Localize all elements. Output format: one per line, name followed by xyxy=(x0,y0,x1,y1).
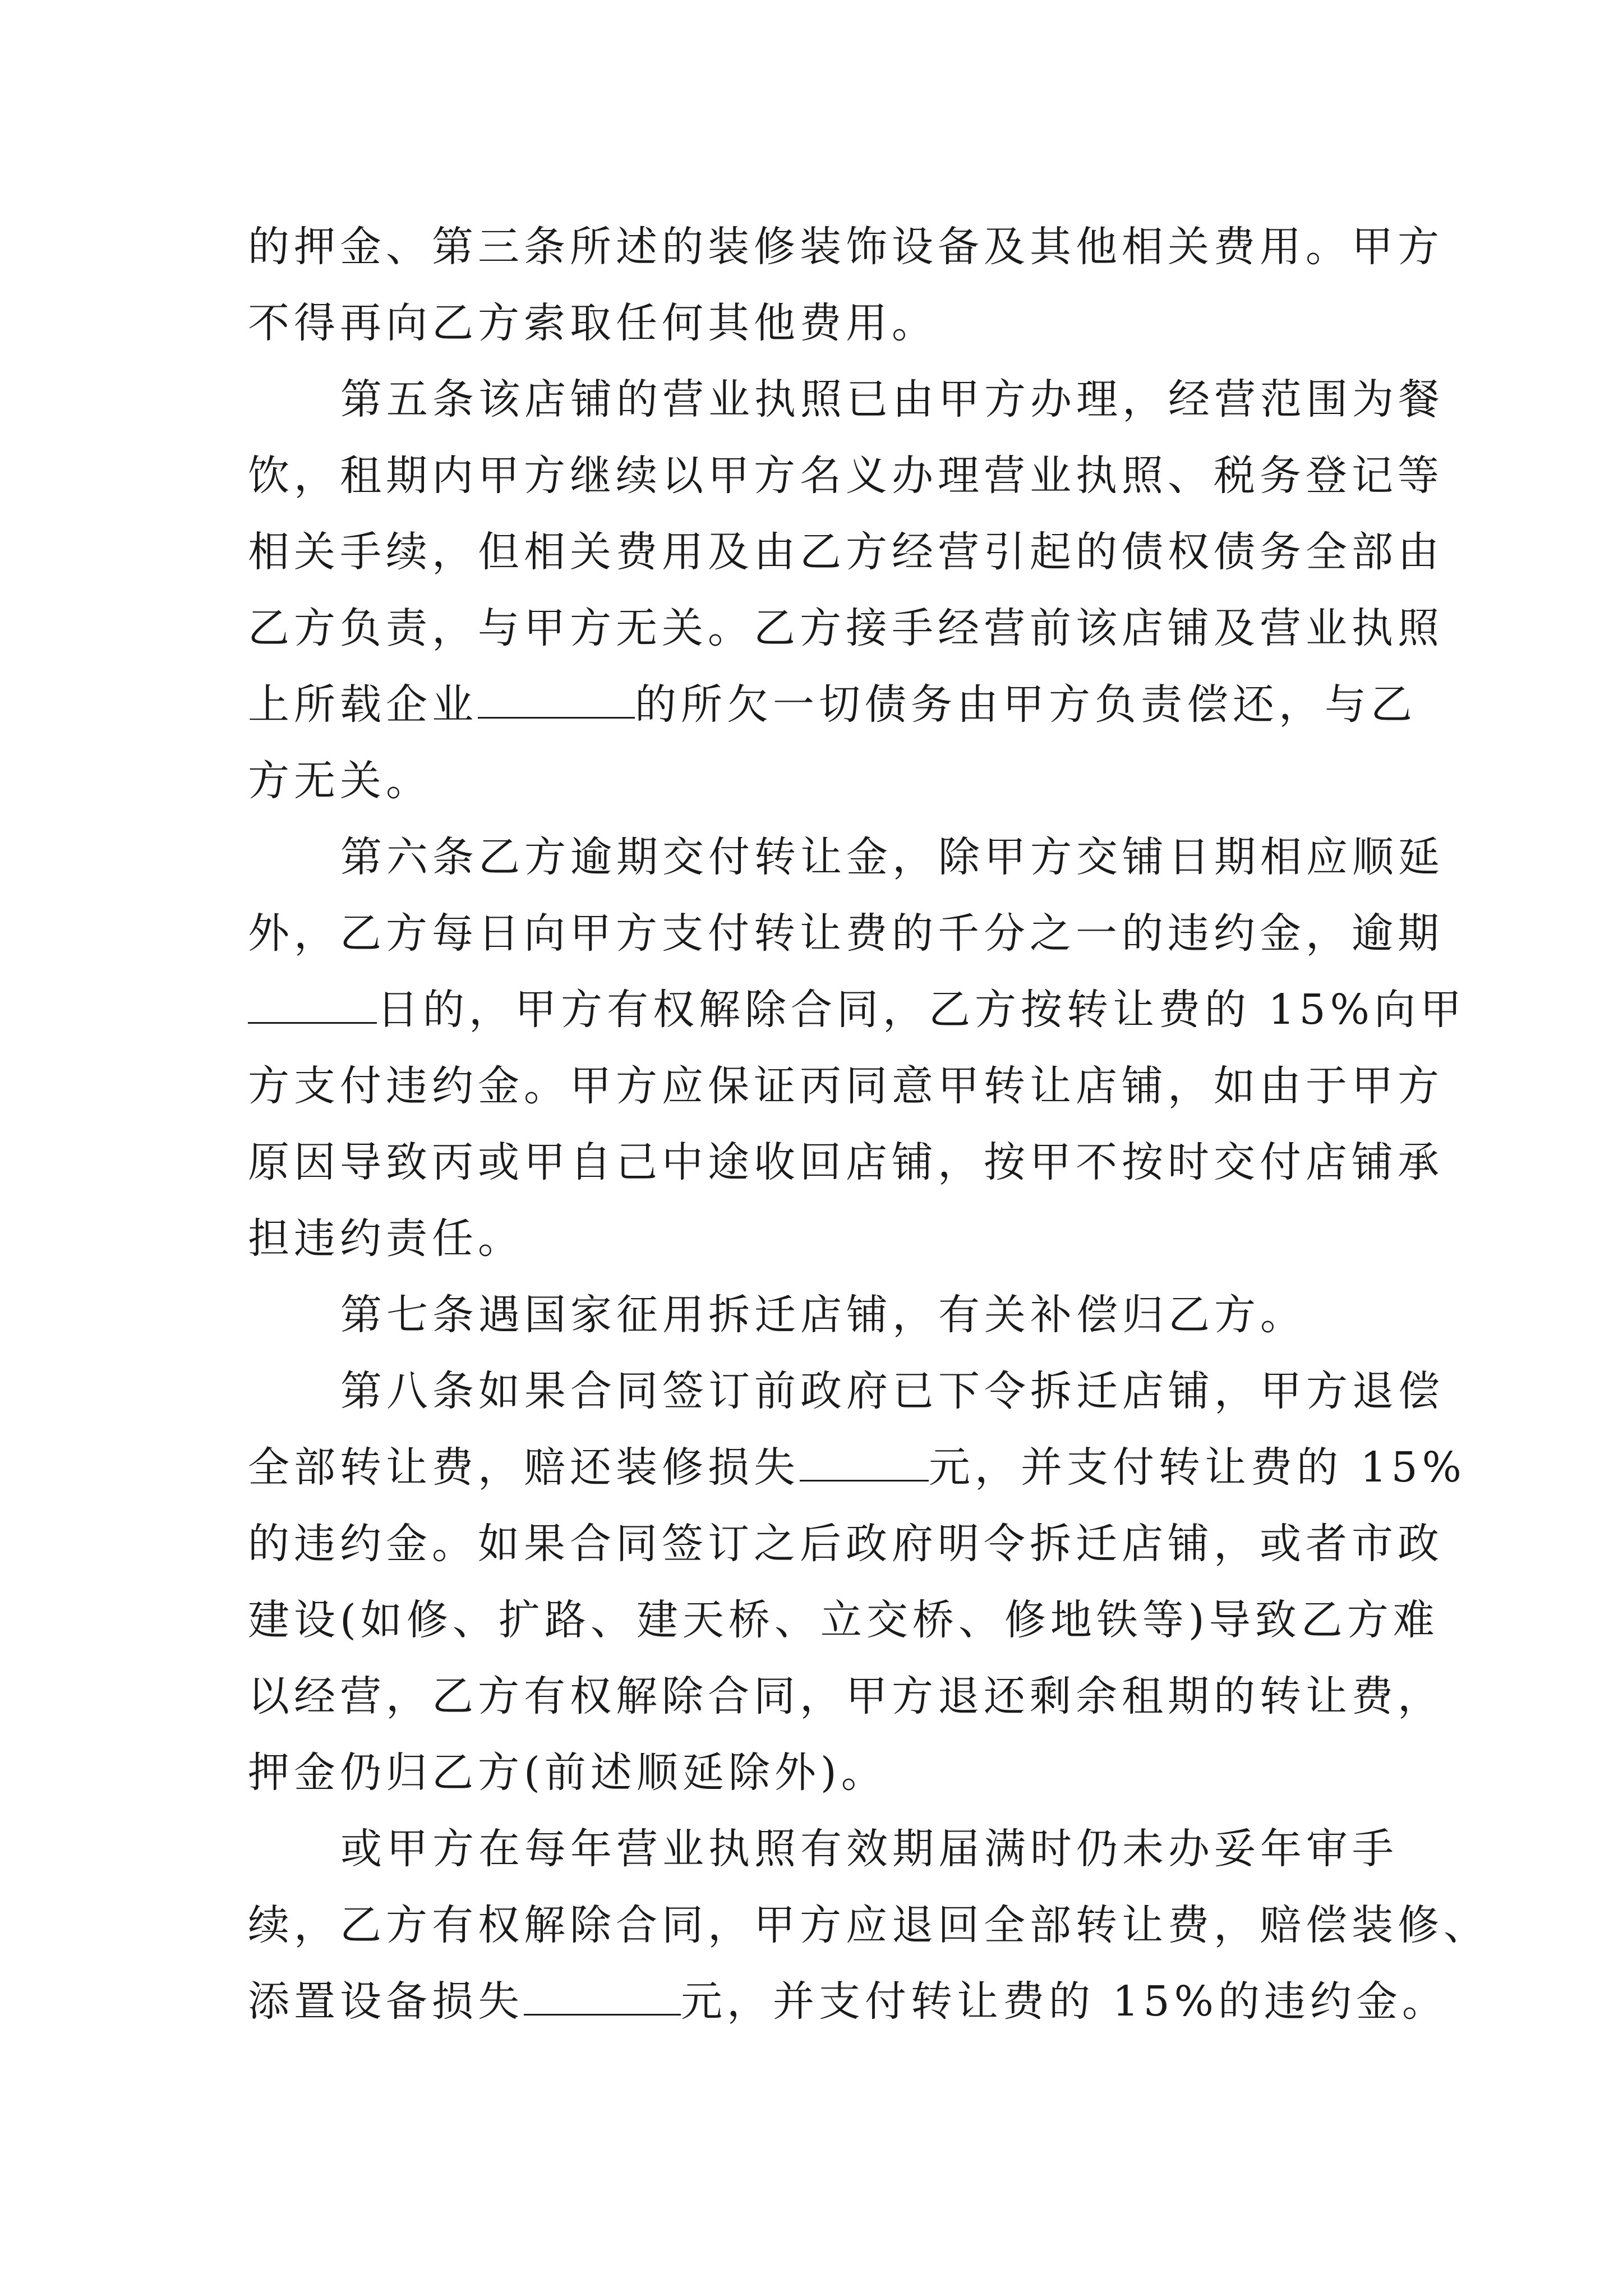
blank-underline xyxy=(478,681,635,719)
text-line: 第七条遇国家征用拆迁店铺，有关补偿归乙方。 xyxy=(340,1291,1306,1339)
text-line: 以经营，乙方有权解除合同，甲方退还剩余租期的转让费， xyxy=(248,1672,1444,1720)
text-segment: 添置设备损失 xyxy=(248,1977,524,2026)
text-line: 建设(如修、扩路、建天桥、立交桥、修地铁等)导致乙方难 xyxy=(248,1596,1439,1644)
text-segment: 的所欠一切债务由甲方负责偿还，与乙 xyxy=(635,680,1417,729)
text-line: 饮，租期内甲方继续以甲方名义办理营业执照、税务登记等 xyxy=(248,452,1444,500)
text-line xyxy=(248,677,1417,733)
text-line: 乙方负责，与甲方无关。乙方接手经营前该店铺及营业执照 xyxy=(248,604,1444,652)
text-segment: 上所载企业 xyxy=(248,680,478,729)
text-line: 外，乙方每日向甲方支付转让费的千分之一的违约金，逾期 xyxy=(248,909,1444,958)
text-line: 第八条如果合同签订前政府已下令拆迁店铺，甲方退偿 xyxy=(340,1367,1444,1415)
text-segment: 全部转让费，赔还装修损失 xyxy=(248,1443,800,1492)
text-line: 押金仍归乙方(前述顺延除外)。 xyxy=(248,1749,887,1797)
blank-underline xyxy=(524,1978,681,2016)
text-segment: 元，并支付转让费的 15% xyxy=(929,1443,1466,1492)
text-line: 第五条该店铺的营业执照已由甲方办理，经营范围为餐 xyxy=(340,375,1444,424)
text-line xyxy=(248,1439,1466,1496)
blank-underline xyxy=(248,986,377,1024)
text-line: 相关手续，但相关费用及由乙方经营引起的债权债务全部由 xyxy=(248,528,1444,576)
text-segment: 日的，甲方有权解除合同，乙方按转让费的 15%向甲 xyxy=(377,986,1466,1034)
text-line: 的违约金。如果合同签订之后政府明令拆迁店铺，或者市政 xyxy=(248,1520,1444,1568)
text-segment: 元，并支付转让费的 15%的违约金。 xyxy=(681,1977,1448,2026)
text-line xyxy=(248,982,1466,1038)
text-line: 续，乙方有权解除合同，甲方应退回全部转让费，赔偿装修、 xyxy=(248,1901,1490,1949)
text-line xyxy=(248,1973,1448,2030)
text-line: 原因导致丙或甲自己中途收回店铺，按甲不按时交付店铺承 xyxy=(248,1138,1444,1186)
text-line: 或甲方在每年营业执照有效期届满时仍未办妥年审手 xyxy=(340,1825,1398,1873)
text-line: 第六条乙方逾期交付转让金，除甲方交铺日期相应顺延 xyxy=(340,833,1444,881)
blank-underline xyxy=(800,1444,929,1481)
text-line: 方无关。 xyxy=(248,757,432,805)
text-line: 的押金、第三条所述的装修装饰设备及其他相关费用。甲方 xyxy=(248,223,1444,271)
text-line: 担违约责任。 xyxy=(248,1214,524,1263)
text-line: 不得再向乙方索取任何其他费用。 xyxy=(248,299,938,347)
text-line: 方支付违约金。甲方应保证丙同意甲转让店铺，如由于甲方 xyxy=(248,1062,1444,1110)
